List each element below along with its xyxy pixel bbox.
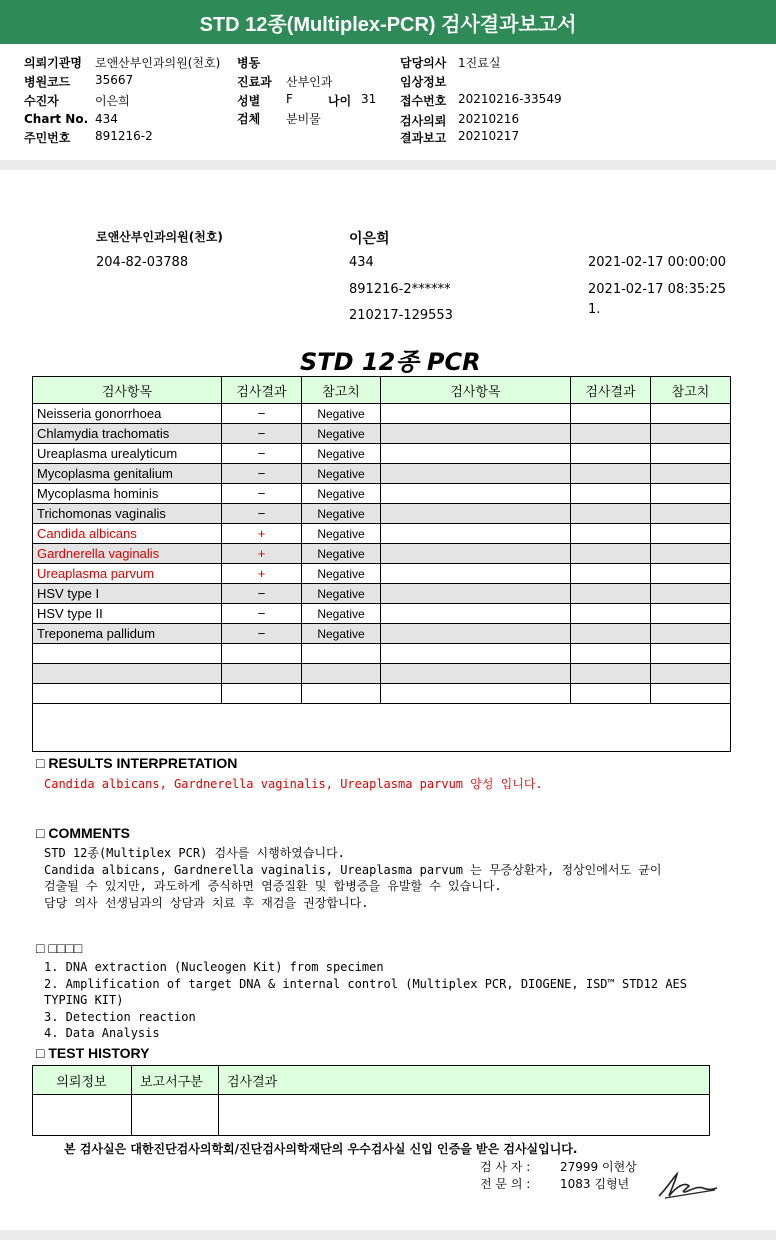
empty-cell — [651, 464, 731, 484]
empty-cell — [571, 644, 651, 664]
empty-cell — [651, 424, 731, 444]
test-result: − — [222, 504, 302, 524]
info-seq: 1. — [588, 302, 601, 317]
test-result: + — [222, 544, 302, 564]
empty-cell — [381, 484, 571, 504]
info-sample-no: 210217-129553 — [349, 308, 453, 323]
test-item: Candida albicans — [33, 524, 222, 544]
empty-cell — [381, 664, 571, 684]
method-line: 2. Amplification of target DNA & internal control (Multiplex PCR, DIOGENE, ISD™ STD12 AES — [44, 976, 687, 991]
test-item: Ureaplasma parvum — [33, 564, 222, 584]
table-row — [33, 524, 731, 544]
empty-cell — [381, 544, 571, 564]
institution-value: 로앤산부인과의원(천호) — [95, 56, 221, 70]
method-line: 3. Detection reaction — [44, 1009, 196, 1024]
empty-cell — [571, 504, 651, 524]
table-row — [33, 584, 731, 604]
test-result: − — [222, 444, 302, 464]
code-label: 병원코드 — [24, 75, 71, 89]
doctor-label: 담당의사 — [400, 56, 447, 70]
test-result: − — [222, 404, 302, 424]
empty-cell — [381, 524, 571, 544]
test-result: + — [222, 564, 302, 584]
specialist-label: 전 문 의 : — [480, 1177, 531, 1191]
specimen-label: 검체 — [237, 112, 261, 126]
comments-heading: □ COMMENTS — [36, 825, 131, 841]
test-reference: Negative — [302, 544, 381, 564]
request-value: 20210216 — [458, 112, 520, 126]
col-header-ref-2: 참고치 — [651, 377, 731, 404]
empty-cell — [651, 504, 731, 524]
empty-cell — [571, 444, 651, 464]
history-col-request: 의뢰정보 — [33, 1066, 132, 1095]
age-label: 나이 — [328, 94, 352, 108]
test-reference: Negative — [302, 484, 381, 504]
test-reference: Negative — [302, 584, 381, 604]
receiver-value: 이은희 — [95, 94, 130, 108]
empty-cell — [381, 624, 571, 644]
report-date-value: 20210217 — [458, 129, 520, 143]
method-heading: □ □□□□ — [36, 940, 83, 956]
table-row — [33, 644, 731, 664]
history-col-type: 보고서구분 — [132, 1066, 219, 1095]
accession-value: 20210216-33549 — [458, 92, 562, 106]
empty-cell — [651, 604, 731, 624]
ssn-label: 주민번호 — [24, 131, 71, 145]
info-hospital: 로앤산부인과의원(천호) — [96, 230, 223, 244]
dept-value: 산부인과 — [286, 75, 333, 89]
empty-cell — [651, 564, 731, 584]
col-header-item: 검사항목 — [33, 377, 222, 404]
sex-label: 성별 — [237, 94, 261, 108]
table-row — [33, 484, 731, 504]
test-item: Trichomonas vaginalis — [33, 504, 222, 524]
test-reference: Negative — [302, 564, 381, 584]
report-header — [0, 44, 776, 162]
table-row — [33, 424, 731, 444]
code-value: 35667 — [95, 73, 134, 87]
empty-cell — [571, 404, 651, 424]
empty-cell — [381, 504, 571, 524]
empty-cell — [651, 524, 731, 544]
test-item: HSV type I — [33, 584, 222, 604]
comments-list — [44, 845, 661, 911]
empty-cell — [381, 604, 571, 624]
accession-label: 접수번호 — [400, 94, 447, 108]
empty-cell — [651, 544, 731, 564]
test-reference: Negative — [302, 404, 381, 424]
ward-label: 병동 — [237, 56, 261, 70]
empty-cell — [571, 544, 651, 564]
info-date-reported: 2021-02-17 08:35:25 — [588, 282, 727, 297]
method-list — [44, 959, 687, 1042]
age-value: 31 — [361, 92, 377, 106]
empty-cell — [571, 604, 651, 624]
tester-value: 27999 이현상 — [560, 1160, 637, 1174]
certification-text: 본 검사실은 대한진단검사의학회/진단검사의학재단의 우수검사실 신입 인증을 받은 검사실입니다. — [64, 1142, 578, 1156]
empty-cell — [381, 424, 571, 444]
empty-cell — [651, 624, 731, 644]
test-reference: Negative — [302, 624, 381, 644]
method-line: 4. Data Analysis — [44, 1026, 160, 1040]
history-table — [32, 1065, 710, 1136]
test-result: − — [222, 424, 302, 444]
col-header-result: 검사결과 — [222, 377, 302, 404]
comment-line: 검출될 수 있지만, 과도하게 증식하면 염증질환 및 합병증을 유발할 수 있습니다. — [44, 879, 502, 893]
empty-cell — [381, 564, 571, 584]
comment-line: Candida albicans, Gardnerella vaginalis, Ureaplasma parvum 는 무증상환자, 정상인에서도 균이 — [44, 862, 662, 877]
table-row — [33, 444, 731, 464]
empty-cell — [571, 624, 651, 644]
history-col-result: 검사결과 — [219, 1066, 710, 1095]
chart-value: 434 — [95, 112, 118, 126]
empty-cell — [651, 644, 731, 664]
empty-cell — [381, 584, 571, 604]
test-result: − — [222, 604, 302, 624]
empty-cell — [571, 464, 651, 484]
test-reference: Negative — [302, 524, 381, 544]
comment-line: STD 12종(Multiplex PCR) 검사를 시행하였습니다. — [44, 846, 345, 860]
method-line: 1. DNA extraction (Nucleogen Kit) from specimen — [44, 960, 384, 974]
table-row — [33, 544, 731, 564]
table-row — [33, 404, 731, 424]
dept-label: 진료과 — [237, 75, 272, 89]
empty-cell — [381, 444, 571, 464]
specialist-value: 1083 김형년 — [560, 1177, 630, 1191]
results-heading: □ RESULTS INTERPRETATION — [36, 755, 238, 771]
test-reference: Negative — [302, 444, 381, 464]
chart-label: Chart No. — [24, 112, 89, 126]
results-header-row — [33, 377, 731, 404]
empty-cell — [33, 664, 222, 684]
col-header-item-2: 검사항목 — [381, 377, 571, 404]
col-header-result-2: 검사결과 — [571, 377, 651, 404]
test-item: Chlamydia trachomatis — [33, 424, 222, 444]
table-row — [33, 684, 731, 704]
test-item: HSV type II — [33, 604, 222, 624]
info-ssn: 891216-2****** — [349, 282, 451, 297]
table-row — [33, 464, 731, 484]
test-reference: Negative — [302, 504, 381, 524]
info-chart: 434 — [349, 255, 374, 270]
results-table — [32, 376, 731, 704]
request-label: 검사의뢰 — [400, 114, 447, 128]
history-heading: □ TEST HISTORY — [36, 1045, 150, 1061]
empty-cell — [571, 424, 651, 444]
empty-cell — [651, 444, 731, 464]
test-reference: Negative — [302, 604, 381, 624]
empty-cell — [381, 644, 571, 664]
test-item: Ureaplasma urealyticum — [33, 444, 222, 464]
test-result: − — [222, 584, 302, 604]
empty-cell — [651, 404, 731, 424]
empty-cell — [651, 584, 731, 604]
report-date-label: 결과보고 — [400, 131, 447, 145]
results-blank-area — [32, 703, 731, 752]
sex-value: F — [286, 92, 293, 106]
empty-cell — [381, 404, 571, 424]
footer-band — [0, 1230, 776, 1240]
test-result: − — [222, 464, 302, 484]
doctor-value: 1진료실 — [458, 56, 501, 70]
comment-line: 담당 의사 선생님과의 상담과 치료 후 재검을 권장합니다. — [44, 895, 369, 910]
empty-cell — [651, 484, 731, 504]
clinical-label: 임상정보 — [400, 75, 447, 89]
institution-label: 의뢰기관명 — [24, 56, 82, 70]
test-reference: Negative — [302, 464, 381, 484]
test-result: + — [222, 524, 302, 544]
empty-cell — [571, 684, 651, 704]
history-row — [33, 1095, 710, 1136]
empty-cell — [571, 564, 651, 584]
table-row — [33, 564, 731, 584]
test-result: − — [222, 484, 302, 504]
empty-cell — [381, 464, 571, 484]
table-row — [33, 504, 731, 524]
empty-cell — [33, 644, 222, 664]
empty-cell — [571, 484, 651, 504]
empty-cell — [571, 584, 651, 604]
signature-image — [655, 1168, 721, 1202]
empty-cell — [571, 664, 651, 684]
test-item: Mycoplasma hominis — [33, 484, 222, 504]
info-date-received: 2021-02-17 00:00:00 — [588, 255, 727, 270]
specimen-value: 분비물 — [286, 112, 321, 126]
tester-label: 검 사 자 : — [480, 1160, 531, 1174]
empty-cell — [651, 684, 731, 704]
empty-cell — [651, 664, 731, 684]
table-row — [33, 624, 731, 644]
test-item: Gardnerella vaginalis — [33, 544, 222, 564]
report-title: STD 12종(Multiplex-PCR) 검사결과보고서 — [0, 0, 776, 44]
test-item: Treponema pallidum — [33, 624, 222, 644]
divider-band — [0, 160, 776, 170]
empty-cell — [381, 684, 571, 704]
test-item: Mycoplasma genitalium — [33, 464, 222, 484]
empty-cell — [33, 684, 222, 704]
table-row — [33, 664, 731, 684]
test-item: Neisseria gonorrhoea — [33, 404, 222, 424]
receiver-label: 수진자 — [24, 94, 59, 108]
table-row — [33, 604, 731, 624]
empty-cell — [571, 524, 651, 544]
method-line: TYPING KIT) — [44, 993, 124, 1007]
info-biz-no: 204-82-03788 — [96, 255, 189, 270]
col-header-ref: 참고치 — [302, 377, 381, 404]
info-patient: 이은희 — [349, 231, 390, 247]
test-result: − — [222, 624, 302, 644]
doc-title: STD 12종 PCR — [300, 348, 481, 376]
results-text: Candida albicans, Gardnerella vaginalis, Ureaplasma parvum 양성 입니다. — [44, 777, 543, 791]
ssn-value: 891216-2 — [95, 129, 153, 143]
test-reference: Negative — [302, 424, 381, 444]
